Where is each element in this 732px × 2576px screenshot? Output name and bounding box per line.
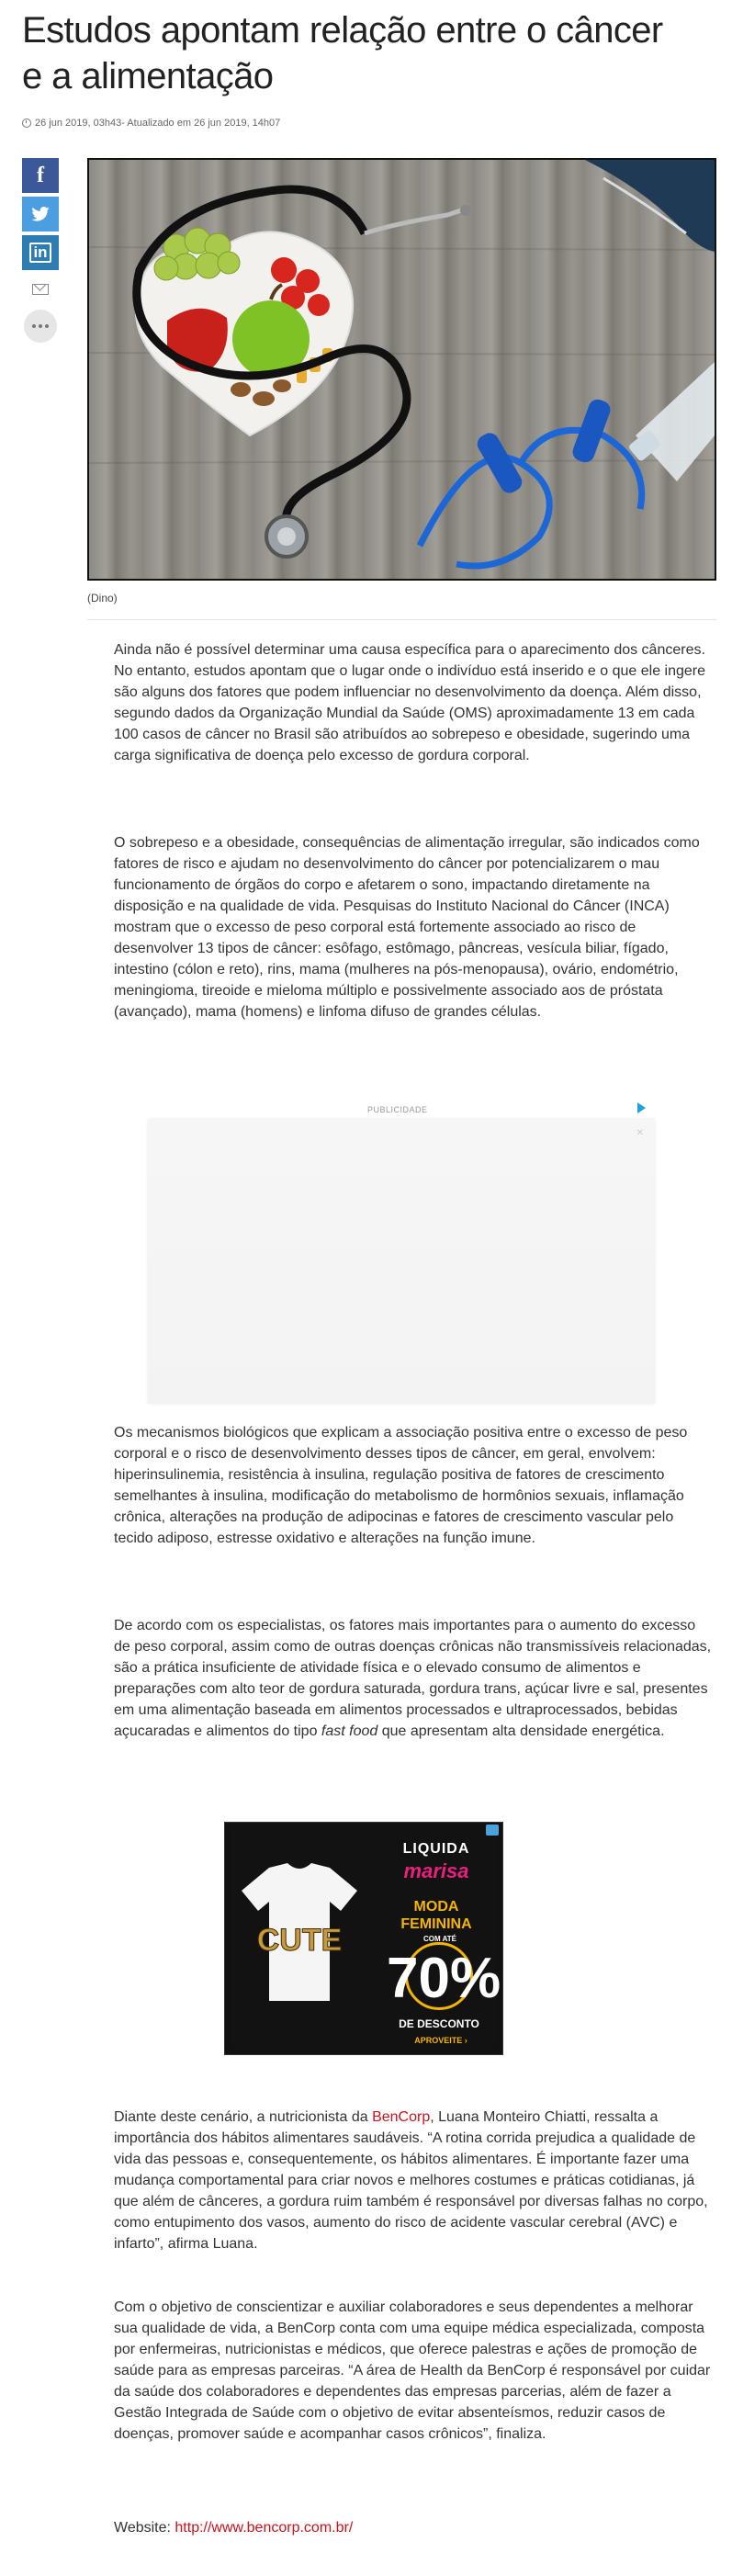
banner-adchoices-icon[interactable] [486, 1825, 499, 1836]
banner-discount: DE DESCONTO [399, 2017, 479, 2030]
mail-icon [32, 284, 49, 295]
email-share-button[interactable] [22, 274, 59, 305]
more-share-button[interactable] [22, 309, 59, 344]
twitter-icon [31, 207, 50, 221]
paragraph-2: O sobrepeso e a obesidade, consequências de alimentação irregular, são indicados como fatores de risco e ajudam no desenvolvimento do câncer por potencializarem o mau funcionamento de órgãos do corpo e afetarem o sono, impactando diretamente na disposição e na qualidade de vida. Pesquisas do Instituto Nacional do Câncer (INCA) mostram que o excesso de peso corporal está fortemente associado ao risco de desenvolver 13 tipos de câncer: esôfago, estômago, pâncreas, vesícula biliar, fígado, intestino (cólon e reto), rins, mama (mulheres na pós-menopausa), ovário, endométrio, meningioma, tireoide e mieloma múltiplo e possivelmente associado aos de próstata (avançado), mama (homens) e linfoma difuso de grandes células. [114, 835, 700, 1020]
banner-headline: LIQUIDA [402, 1841, 470, 1857]
linkedin-icon: in [29, 243, 51, 263]
website-link[interactable]: http://www.bencorp.com.br/ [175, 2520, 354, 2536]
paragraph-5: Diante deste cenário, a nutricionista da BenCorp, Luana Monteiro Chiatti, ressalta a importância dos hábitos alimentares saudáveis. “A rotina corrida prejudica a qualidade de vida das pessoas e, consequentemente, os hábitos alimentares. É importante fazer uma mudança comportamental para criar novos e melhores costumes e práticas cotidianas, já que além de cânceres, a gordura ruim também é responsável por diversas falhas no corpo, como entupimento dos vasos, aumento do risco de acidente vascular cerebral (AVC) e infarto”, afirma Luana. [114, 2109, 708, 2252]
paragraph-6: Com o objetivo de conscientizar e auxiliar colaboradores e seus dependentes a melhorar sua qualidade de vida, a BenCorp conta com uma equipe médica especializada, composta por enfermeiras, nutricionistas e médicos, que oferece palestras e ações de promoção de saúde para as empresas parceiras. “A área de Health da BenCorp é responsável por cuidar da saúde dos colaboradores e dependentes das empresas parcerias, além de fazer a Gestão Integrada de Saúde com o objetivo de evitar absenteísmos, reduzir casos de doenças, promover saúde e acompanhar casos crônicos”, finaliza. [114, 2299, 711, 2442]
paragraph-4: De acordo com os especialistas, os fatores mais importantes para o aumento do excesso de peso corporal, assim como de outras doenças crônicas não transmissíveis relacionadas, são a prática insuficiente de atividade física e o elevado consumo de alimentos e preparações com alto teor de gordura saturada, gordura trans, açúcar livre e sal, presentes em uma alimentação baseada em alimentos processados e ultraprocessados, bebidas açucaradas e alimentos do tipo fast food que apresentam alta densidade energética. [114, 1618, 712, 1739]
ad-slot[interactable] [148, 1119, 655, 1404]
paragraph-1: Ainda não é possível determinar uma causa específica para o aparecimento dos cânceres. No entanto, estudos apontam que o lugar onde o indivíduo está inserido e o que ele ingere são alguns dos fatores que podem influenciar no desenvolvimento da doença. Além disso, segundo dados da Organização Mundial da Saúde (OMS) aproximadamente 13 em cada 100 casos de câncer no Brasil são atribuídos ao sobrepeso e obesidade, sugerindo uma carga significativa de doença pelo excesso de gordura corporal. [114, 642, 706, 763]
banner-inner [231, 1828, 501, 2049]
photo-caption: (Dino) [87, 592, 118, 604]
bencorp-link[interactable]: BenCorp [372, 2109, 431, 2125]
banner-upto: COM ATÉ [423, 1935, 456, 1943]
banner-percent: 70% [387, 1942, 488, 2016]
article-photo [87, 158, 716, 581]
twitter-share-button[interactable] [22, 197, 59, 232]
facebook-share-button[interactable] [22, 158, 59, 193]
linkedin-share-button[interactable] [22, 235, 59, 270]
article-meta [22, 118, 280, 129]
tshirt-icon [242, 1863, 357, 2001]
ad-close-icon[interactable]: ✕ [636, 1128, 644, 1138]
banner-cta-button[interactable]: APROVEITE › [414, 2036, 467, 2045]
article-date: 26 jun 2019, 03h43- Atualizado em 26 jun 2019, 14h07 [35, 118, 281, 129]
clock-icon [22, 119, 31, 128]
article-title: Estudos apontam relação entre o câncer e a alimentação [22, 10, 663, 96]
adchoices-icon[interactable] [637, 1102, 646, 1113]
share-bar [22, 158, 59, 347]
website-line: Website: http://www.bencorp.com.br/ [114, 2520, 354, 2536]
more-dots-icon [24, 310, 57, 343]
banner-brand: marisa [403, 1859, 469, 1882]
ad-label: PUBLICIDADE [367, 1105, 428, 1114]
facebook-icon: f [37, 163, 44, 187]
fast-food-emphasis: fast food [321, 1723, 378, 1739]
shirt-text: CUTE [256, 1923, 343, 1958]
marisa-ad-banner[interactable] [224, 1822, 503, 2055]
paragraph-3: Os mecanismos biológicos que explicam a associação positiva entre o excesso de peso corporal e o risco de desenvolvimento desses tipos de câncer, em geral, envolvem: hiperinsulinemia, resistência à insulina, regulação positiva de fatores de crescimento semelhantes à insulina, modificação do metabolismo de hormônios sexuais, inflamação crônica, alterações na produção de adipocinas e fatores de crescimento vascular pelo tecido adiposo, estresse oxidativo e alterações na função imune. [114, 1425, 688, 1546]
divider [87, 619, 716, 620]
banner-category: MODA FEMININA [400, 1899, 472, 1932]
